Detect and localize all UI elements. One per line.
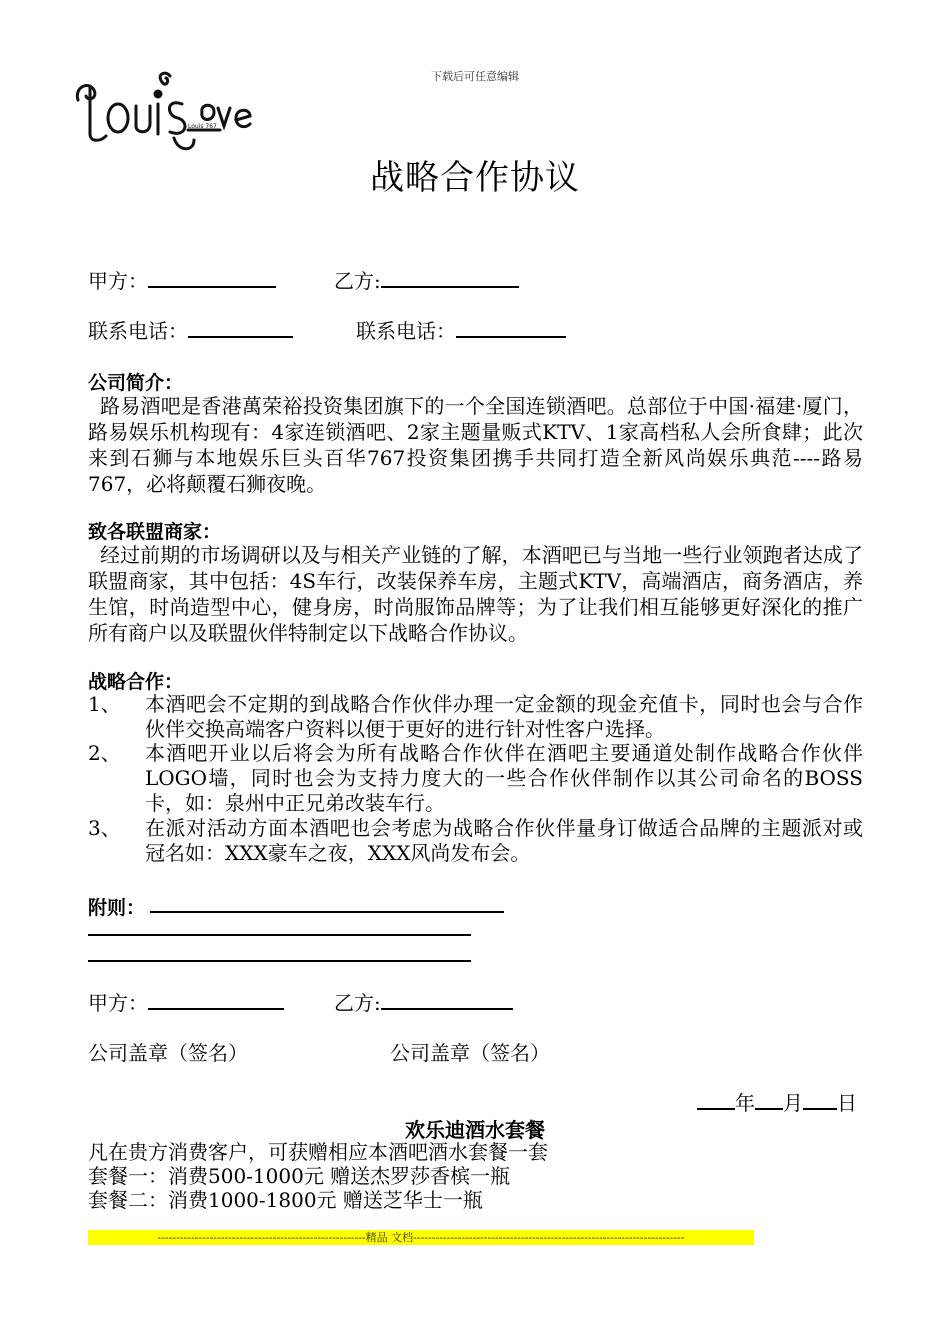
intro-heading: 公司简介： [88, 372, 184, 394]
party-b-label: 乙方: [334, 991, 381, 1015]
appendix-line-3[interactable] [88, 960, 471, 962]
item-text: 本酒吧会不定期的到战略合作伙伴办理一定金额的现金充值卡，同时也会与合作伙伴交换高端客户资料以便于更好的进行针对性客户选择。 [145, 692, 863, 741]
merchants-heading: 致各联盟商家： [88, 521, 222, 543]
signature-party-a-row [88, 990, 284, 1016]
seal-party-a: 公司盖章（签名） [88, 1041, 248, 1065]
package-line-3: 套餐二：消费1000-1800元 赠送芝华士一瓶 [88, 1188, 483, 1212]
party-a-row [88, 268, 276, 294]
cooperation-item-1 [88, 692, 863, 742]
item-number: 2、 [88, 741, 121, 765]
year-label: 年 [735, 1091, 755, 1115]
package-title: 欢乐迪酒水套餐 [405, 1118, 545, 1142]
party-b-row [334, 268, 519, 294]
month-blank[interactable] [755, 1090, 783, 1110]
document-title: 战略合作协议 [370, 158, 580, 198]
appendix-label: 附则： [88, 897, 146, 919]
cooperation-item-3 [88, 816, 863, 866]
party-b-phone-label: 联系电话： [356, 319, 456, 343]
intro-paragraph: 路易酒吧是香港萬荣裕投资集团旗下的一个全国连锁酒吧。总部位于中国·福建·厦门，路易娱乐机构现有：4家连锁酒吧、2家主题量贩式KTV、1家高档私人会所食肆；此次来到石狮与本地娱乐巨头百华767投资集团携手共同打造全新风尚娱乐典范----路易767，必将颠覆石狮夜晚。 [88, 394, 863, 496]
party-b-label: 乙方: [334, 269, 381, 293]
merchants-paragraph: 经过前期的市场调研以及与相关产业链的了解，本酒吧已与当地一些行业领跑者达成了联盟商家，其中包括：4S车行，改装保养车房，主题式KTV，高端酒店，商务酒店，养生馆，时尚造型中心，健身房，时尚服饰品牌等；为了让我们相互能够更好深化的推广所有商户以及联盟伙伴特制定以下战略合作协议。 [88, 543, 863, 645]
signature-party-b-blank[interactable] [381, 990, 513, 1010]
party-a-blank[interactable] [148, 268, 276, 288]
item-text: 本酒吧开业以后将会为所有战略合作伙伴在酒吧主要通道处制作战略合作伙伴LOGO墙，同时也会为支持力度大的一些合作伙伴制作以其公司命名的BOSS卡，如：泉州中正兄弟改装车行。 [145, 741, 863, 815]
party-a-label: 甲方： [88, 991, 148, 1015]
footer-dashes-right: ------------------------------------------------------------------------- [413, 1231, 685, 1244]
footer-text: 精品 文档 [365, 1231, 414, 1244]
party-a-phone-blank[interactable] [188, 318, 293, 338]
party-b-blank[interactable] [381, 268, 519, 288]
party-b-phone-row [356, 318, 566, 344]
logo-text: Louis 767 [188, 123, 217, 130]
cooperation-item-2 [88, 741, 863, 816]
party-a-phone-label: 联系电话： [88, 319, 188, 343]
louis-767-logo [70, 68, 255, 156]
signature-party-b-row [334, 990, 513, 1016]
item-number: 3、 [88, 816, 121, 840]
month-label: 月 [783, 1091, 803, 1115]
party-a-label: 甲方： [88, 269, 148, 293]
party-b-phone-blank[interactable] [456, 318, 566, 338]
date-row [697, 1090, 857, 1116]
item-number: 1、 [88, 692, 121, 716]
day-blank[interactable] [803, 1090, 837, 1110]
seal-party-b: 公司盖章（签名） [390, 1041, 550, 1065]
item-text: 在派对活动方面本酒吧也会考虑为战略合作伙伴量身订做适合品牌的主题派对或冠名如：XXX豪车之夜，XXX风尚发布会。 [145, 816, 863, 865]
package-line-1: 凡在贵方消费客户，可获赠相应本酒吧酒水套餐一套 [88, 1140, 548, 1164]
package-line-2: 套餐一：消费500-1000元 赠送杰罗莎香槟一瓶 [88, 1164, 511, 1188]
year-blank[interactable] [697, 1090, 735, 1110]
footer-dashes-left: -------------------------------------------------------- [157, 1231, 366, 1244]
day-label: 日 [837, 1091, 857, 1115]
appendix-line-2[interactable] [88, 934, 471, 936]
signature-party-a-blank[interactable] [148, 990, 284, 1010]
header-note: 下载后可任意编辑 [431, 70, 519, 83]
party-a-phone-row [88, 318, 293, 344]
cooperation-heading: 战略合作： [88, 671, 184, 693]
appendix-line-1[interactable] [150, 911, 504, 913]
footer-bar [88, 1230, 754, 1245]
